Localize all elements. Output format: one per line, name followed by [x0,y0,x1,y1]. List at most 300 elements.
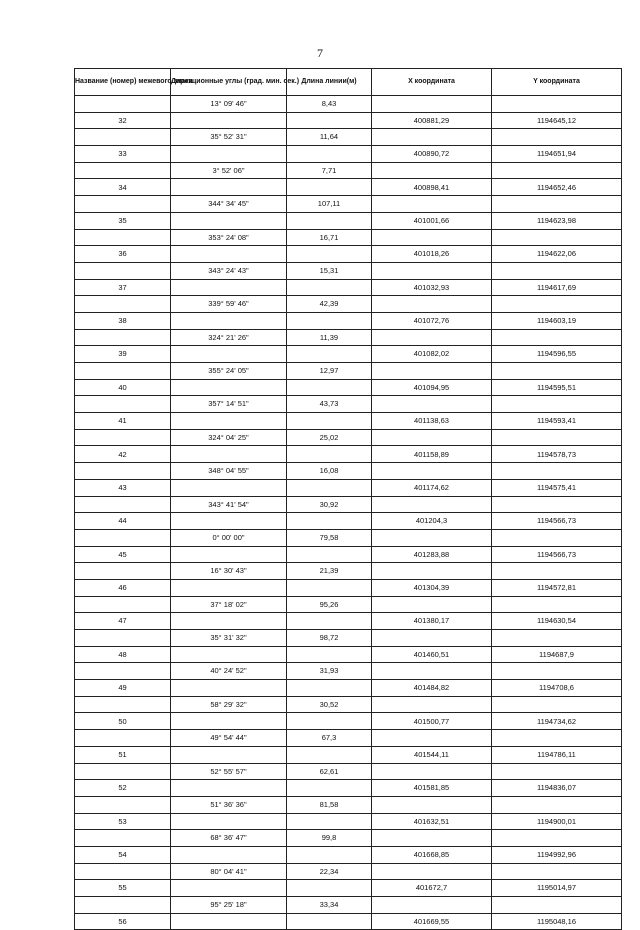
cell-mark-name [75,796,171,813]
table-row [75,579,622,596]
cell-y-coordinate: 1194630,54 [492,613,622,630]
cell-directional-angle: 80° 04' 41" [171,863,287,880]
cell-x-coordinate [372,196,492,213]
cell-y-coordinate [492,663,622,680]
cell-directional-angle [171,513,287,530]
cell-line-length: 43,73 [287,396,372,413]
table-row [75,646,622,663]
cell-mark-name: 35 [75,212,171,229]
cell-mark-name: 43 [75,479,171,496]
header-directional-angle: Дирекционные углы (град. мин. сек.) [171,69,287,96]
cell-line-length: 33,34 [287,897,372,914]
cell-x-coordinate: 401669,55 [372,913,492,930]
cell-mark-name [75,596,171,613]
cell-y-coordinate: 1194900,01 [492,813,622,830]
cell-directional-angle: 343° 24' 43" [171,262,287,279]
cell-y-coordinate [492,897,622,914]
cell-line-length: 8,43 [287,96,372,113]
cell-y-coordinate: 1194652,46 [492,179,622,196]
cell-y-coordinate [492,162,622,179]
cell-mark-name [75,529,171,546]
cell-x-coordinate: 401632,51 [372,813,492,830]
cell-line-length: 31,93 [287,663,372,680]
cell-mark-name: 32 [75,112,171,129]
cell-line-length [287,146,372,163]
cell-x-coordinate [372,363,492,380]
cell-y-coordinate [492,830,622,847]
cell-x-coordinate [372,730,492,747]
cell-mark-name: 41 [75,413,171,430]
table-row [75,296,622,313]
cell-y-coordinate [492,429,622,446]
table-row [75,529,622,546]
cell-mark-name [75,496,171,513]
cell-line-length: 25,02 [287,429,372,446]
table-row [75,563,622,580]
table-row [75,663,622,680]
cell-y-coordinate: 1195014,97 [492,880,622,897]
cell-y-coordinate: 1194572,81 [492,579,622,596]
cell-directional-angle [171,780,287,797]
cell-x-coordinate [372,763,492,780]
cell-directional-angle: 324° 21' 26" [171,329,287,346]
table-header [75,69,622,96]
page-number: 7 [317,46,323,60]
cell-line-length [287,479,372,496]
header-boundary-mark-name: Название (номер) межевого знака [75,69,171,96]
cell-y-coordinate [492,696,622,713]
cell-x-coordinate [372,596,492,613]
cell-x-coordinate: 401174,62 [372,479,492,496]
cell-directional-angle: 324° 04' 25" [171,429,287,446]
cell-directional-angle: 13° 09' 46" [171,96,287,113]
cell-line-length: 99,8 [287,830,372,847]
cell-line-length [287,179,372,196]
cell-directional-angle: 35° 31' 32" [171,630,287,647]
cell-y-coordinate: 1194623,98 [492,212,622,229]
cell-y-coordinate: 1194617,69 [492,279,622,296]
table-row [75,913,622,930]
cell-y-coordinate [492,129,622,146]
table-row [75,112,622,129]
cell-y-coordinate: 1194836,07 [492,780,622,797]
cell-mark-name [75,296,171,313]
cell-mark-name: 56 [75,913,171,930]
cell-directional-angle [171,880,287,897]
cell-x-coordinate: 401672,7 [372,880,492,897]
cell-line-length [287,379,372,396]
cell-y-coordinate: 1194645,12 [492,112,622,129]
table-row [75,279,622,296]
cell-line-length [287,846,372,863]
table-row [75,179,622,196]
cell-mark-name [75,830,171,847]
cell-mark-name [75,229,171,246]
cell-x-coordinate: 401072,76 [372,312,492,329]
cell-x-coordinate [372,296,492,313]
cell-x-coordinate: 401158,89 [372,446,492,463]
cell-directional-angle: 68° 36' 47" [171,830,287,847]
table-row [75,479,622,496]
cell-line-length: 62,61 [287,763,372,780]
cell-directional-angle: 49° 54' 44" [171,730,287,747]
table-row [75,763,622,780]
table-row [75,146,622,163]
cell-y-coordinate [492,596,622,613]
cell-x-coordinate: 401500,77 [372,713,492,730]
cell-x-coordinate: 401082,02 [372,346,492,363]
cell-y-coordinate [492,496,622,513]
cell-mark-name: 54 [75,846,171,863]
cell-directional-angle [171,413,287,430]
cell-x-coordinate: 401032,93 [372,279,492,296]
cell-mark-name: 34 [75,179,171,196]
cell-mark-name [75,129,171,146]
cell-mark-name: 50 [75,713,171,730]
cell-x-coordinate [372,830,492,847]
cell-y-coordinate: 1194595,51 [492,379,622,396]
cell-mark-name [75,730,171,747]
cell-y-coordinate: 1194622,06 [492,246,622,263]
cell-directional-angle [171,746,287,763]
cell-y-coordinate: 1194651,94 [492,146,622,163]
header-row [75,69,622,96]
cell-x-coordinate [372,696,492,713]
cell-directional-angle [171,379,287,396]
header-y-coordinate: Y координата [492,69,622,96]
cell-directional-angle [171,446,287,463]
cell-line-length: 11,39 [287,329,372,346]
table-row [75,463,622,480]
cell-line-length [287,413,372,430]
table-row [75,229,622,246]
cell-line-length [287,713,372,730]
table-row [75,796,622,813]
cell-mark-name: 47 [75,613,171,630]
cell-x-coordinate [372,897,492,914]
cell-x-coordinate: 401283,88 [372,546,492,563]
table-body [75,96,622,930]
cell-y-coordinate: 1194593,41 [492,413,622,430]
cell-directional-angle: 353° 24' 08" [171,229,287,246]
cell-y-coordinate [492,863,622,880]
table-row [75,746,622,763]
cell-x-coordinate [372,129,492,146]
cell-directional-angle [171,546,287,563]
cell-y-coordinate [492,96,622,113]
table-row [75,429,622,446]
cell-line-length [287,613,372,630]
cell-y-coordinate [492,363,622,380]
cell-line-length: 16,71 [287,229,372,246]
cell-y-coordinate: 1195048,16 [492,913,622,930]
cell-y-coordinate [492,563,622,580]
table-row [75,196,622,213]
cell-line-length [287,913,372,930]
cell-y-coordinate [492,730,622,747]
table-row [75,363,622,380]
cell-directional-angle [171,146,287,163]
cell-directional-angle: 40° 24' 52" [171,663,287,680]
cell-line-length: 21,39 [287,563,372,580]
cell-mark-name: 55 [75,880,171,897]
cell-y-coordinate: 1194786,11 [492,746,622,763]
table-row [75,613,622,630]
cell-mark-name: 46 [75,579,171,596]
cell-x-coordinate [372,496,492,513]
table-row [75,780,622,797]
cell-y-coordinate [492,796,622,813]
table-row [75,830,622,847]
cell-directional-angle [171,479,287,496]
cell-directional-angle: 355° 24' 05" [171,363,287,380]
cell-line-length: 7,71 [287,162,372,179]
cell-y-coordinate [492,229,622,246]
cell-x-coordinate [372,229,492,246]
cell-line-length: 67,3 [287,730,372,747]
table-row [75,329,622,346]
cell-mark-name: 53 [75,813,171,830]
cell-mark-name [75,897,171,914]
cell-x-coordinate [372,630,492,647]
cell-y-coordinate [492,763,622,780]
cell-y-coordinate: 1194566,73 [492,546,622,563]
cell-line-length [287,212,372,229]
cell-x-coordinate: 401138,63 [372,413,492,430]
cell-x-coordinate: 401668,85 [372,846,492,863]
cell-y-coordinate: 1194734,62 [492,713,622,730]
cell-mark-name: 38 [75,312,171,329]
table-row [75,813,622,830]
cell-line-length: 12,97 [287,363,372,380]
cell-y-coordinate [492,529,622,546]
table-row [75,312,622,329]
cell-x-coordinate [372,463,492,480]
cell-directional-angle [171,112,287,129]
table-row [75,513,622,530]
table-row [75,730,622,747]
cell-line-length [287,279,372,296]
table-row [75,630,622,647]
cell-directional-angle [171,279,287,296]
table-row [75,379,622,396]
cell-directional-angle: 95° 25' 18" [171,897,287,914]
table-row [75,396,622,413]
cell-x-coordinate [372,796,492,813]
table-row [75,696,622,713]
cell-x-coordinate [372,162,492,179]
table-row [75,262,622,279]
cell-mark-name [75,96,171,113]
cell-y-coordinate [492,196,622,213]
cell-line-length: 98,72 [287,630,372,647]
cell-line-length: 30,52 [287,696,372,713]
cell-mark-name: 42 [75,446,171,463]
cell-x-coordinate: 401581,85 [372,780,492,797]
cell-x-coordinate: 400898,41 [372,179,492,196]
cell-directional-angle [171,212,287,229]
cell-x-coordinate [372,529,492,546]
cell-line-length [287,746,372,763]
table-row [75,496,622,513]
cell-y-coordinate [492,630,622,647]
cell-directional-angle: 348° 04' 55" [171,463,287,480]
cell-line-length [287,880,372,897]
cell-x-coordinate [372,863,492,880]
cell-mark-name [75,429,171,446]
cell-line-length [287,112,372,129]
cell-directional-angle [171,246,287,263]
table-row [75,162,622,179]
cell-directional-angle [171,346,287,363]
cell-x-coordinate [372,563,492,580]
table-row [75,897,622,914]
cell-directional-angle [171,613,287,630]
table-row [75,713,622,730]
cell-x-coordinate: 401484,82 [372,680,492,697]
cell-mark-name [75,396,171,413]
cell-mark-name [75,696,171,713]
cell-directional-angle [171,813,287,830]
table-row [75,846,622,863]
cell-y-coordinate: 1194596,55 [492,346,622,363]
cell-x-coordinate: 401544,11 [372,746,492,763]
cell-line-length [287,780,372,797]
cell-line-length: 81,58 [287,796,372,813]
cell-directional-angle [171,579,287,596]
cell-y-coordinate: 1194578,73 [492,446,622,463]
cell-mark-name: 39 [75,346,171,363]
cell-line-length [287,446,372,463]
cell-x-coordinate: 401018,26 [372,246,492,263]
cell-x-coordinate [372,663,492,680]
header-x-coordinate: X координата [372,69,492,96]
cell-y-coordinate [492,262,622,279]
cell-mark-name [75,630,171,647]
cell-directional-angle [171,680,287,697]
cell-mark-name: 48 [75,646,171,663]
cell-mark-name [75,763,171,780]
cell-line-length: 79,58 [287,529,372,546]
cell-y-coordinate: 1194992,96 [492,846,622,863]
boundary-coordinates-table [74,68,622,930]
cell-line-length [287,546,372,563]
header-line-length: Длина линии(м) [287,69,372,96]
cell-x-coordinate: 400890,72 [372,146,492,163]
cell-line-length: 42,39 [287,296,372,313]
table-row [75,346,622,363]
table-row [75,596,622,613]
table-row [75,863,622,880]
cell-directional-angle [171,646,287,663]
cell-mark-name: 36 [75,246,171,263]
cell-directional-angle [171,913,287,930]
cell-mark-name: 49 [75,680,171,697]
cell-mark-name [75,196,171,213]
cell-mark-name [75,162,171,179]
table-row [75,129,622,146]
cell-mark-name: 40 [75,379,171,396]
cell-line-length [287,646,372,663]
cell-mark-name: 37 [75,279,171,296]
cell-directional-angle: 58° 29' 32" [171,696,287,713]
cell-mark-name [75,663,171,680]
cell-x-coordinate: 401001,66 [372,212,492,229]
cell-y-coordinate: 1194603,19 [492,312,622,329]
cell-line-length: 95,26 [287,596,372,613]
cell-y-coordinate [492,396,622,413]
cell-y-coordinate: 1194687,9 [492,646,622,663]
cell-line-length: 30,92 [287,496,372,513]
cell-directional-angle [171,312,287,329]
cell-y-coordinate [492,329,622,346]
cell-line-length: 107,11 [287,196,372,213]
cell-x-coordinate [372,396,492,413]
table-row [75,413,622,430]
cell-y-coordinate: 1194566,73 [492,513,622,530]
cell-line-length: 16,08 [287,463,372,480]
cell-line-length: 22,34 [287,863,372,880]
cell-x-coordinate [372,329,492,346]
cell-directional-angle: 35° 52' 31" [171,129,287,146]
cell-directional-angle: 0° 00' 00" [171,529,287,546]
cell-y-coordinate: 1194575,41 [492,479,622,496]
cell-line-length [287,579,372,596]
cell-directional-angle [171,846,287,863]
cell-directional-angle: 3° 52' 06" [171,162,287,179]
cell-x-coordinate: 401460,51 [372,646,492,663]
cell-line-length [287,813,372,830]
cell-mark-name [75,329,171,346]
cell-line-length: 11,64 [287,129,372,146]
cell-directional-angle: 339° 59' 46" [171,296,287,313]
cell-y-coordinate [492,296,622,313]
cell-mark-name [75,463,171,480]
cell-y-coordinate [492,463,622,480]
cell-line-length [287,312,372,329]
cell-directional-angle: 343° 41' 54" [171,496,287,513]
table-row [75,212,622,229]
cell-x-coordinate: 400881,29 [372,112,492,129]
cell-mark-name [75,563,171,580]
cell-mark-name [75,863,171,880]
table-row [75,546,622,563]
cell-mark-name: 33 [75,146,171,163]
cell-directional-angle: 357° 14' 51" [171,396,287,413]
cell-line-length [287,513,372,530]
cell-mark-name [75,363,171,380]
cell-mark-name: 45 [75,546,171,563]
cell-directional-angle [171,713,287,730]
cell-directional-angle: 37° 18' 02" [171,596,287,613]
cell-x-coordinate: 401094,95 [372,379,492,396]
cell-directional-angle [171,179,287,196]
cell-mark-name: 52 [75,780,171,797]
cell-x-coordinate [372,429,492,446]
cell-directional-angle: 52° 55' 57" [171,763,287,780]
table-row [75,96,622,113]
cell-line-length [287,680,372,697]
cell-line-length: 15,31 [287,262,372,279]
cell-line-length [287,246,372,263]
cell-directional-angle: 16° 30' 43" [171,563,287,580]
table-row [75,680,622,697]
cell-x-coordinate [372,262,492,279]
cell-mark-name: 51 [75,746,171,763]
cell-mark-name: 44 [75,513,171,530]
cell-mark-name [75,262,171,279]
cell-directional-angle: 344° 34' 45" [171,196,287,213]
